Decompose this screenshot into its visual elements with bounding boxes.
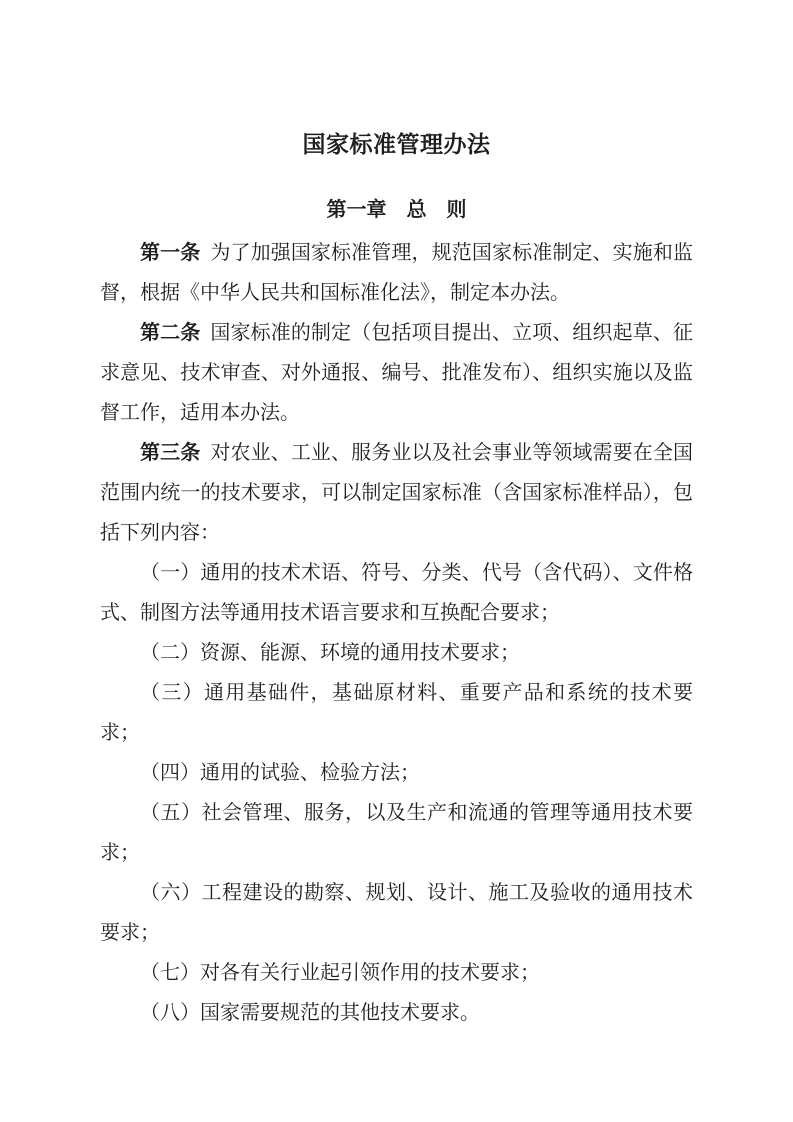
list-item-7: （七）对各有关行业起引领作用的技术要求；	[140, 962, 540, 984]
document-body	[100, 233, 693, 1033]
list-item-3: （三）通用基础件，基础原材料、重要产品和系统的技术要求；	[100, 682, 693, 744]
article-1-text: 为了加强国家标准管理，规范国家标准制定、实施和监督，根据《中华人民共和国标准化法》，制定本办法。	[100, 242, 694, 304]
list-item-8: （八）国家需要规范的其他技术要求。	[140, 1002, 480, 1024]
document-title: 国家标准管理办法	[302, 131, 491, 157]
article-paragraph-1	[100, 233, 693, 313]
article-3-text: 对农业、工业、服务业以及社会事业等领域需要在全国范围内统一的技术要求，可以制定国家标准（含国家标准样品），包括下列内容：	[100, 442, 694, 544]
article-paragraph-3	[100, 433, 693, 553]
chapter-heading: 第一章 总 则	[326, 199, 467, 221]
article-3-label: 第三条	[140, 442, 201, 464]
article-paragraph-2	[100, 313, 693, 433]
list-item-1: （一）通用的技术术语、符号、分类、代号（含代码）、文件格式、制图方法等通用技术语言要求和互换配合要求；	[100, 562, 693, 624]
list-item-4: （四）通用的试验、检验方法；	[140, 762, 420, 784]
article-2-label: 第二条	[140, 322, 201, 344]
list-item-6: （六）工程建设的勘察、规划、设计、施工及验收的通用技术要求；	[100, 882, 693, 944]
list-item-2: （二）资源、能源、环境的通用技术要求；	[140, 642, 520, 664]
article-1-label: 第一条	[140, 242, 201, 264]
article-2-text: 国家标准的制定（包括项目提出、立项、组织起草、征求意见、技术审查、对外通报、编号、批准发布）、组织实施以及监督工作，适用本办法。	[100, 322, 694, 424]
list-item-5: （五）社会管理、服务，以及生产和流通的管理等通用技术要求；	[100, 802, 693, 864]
